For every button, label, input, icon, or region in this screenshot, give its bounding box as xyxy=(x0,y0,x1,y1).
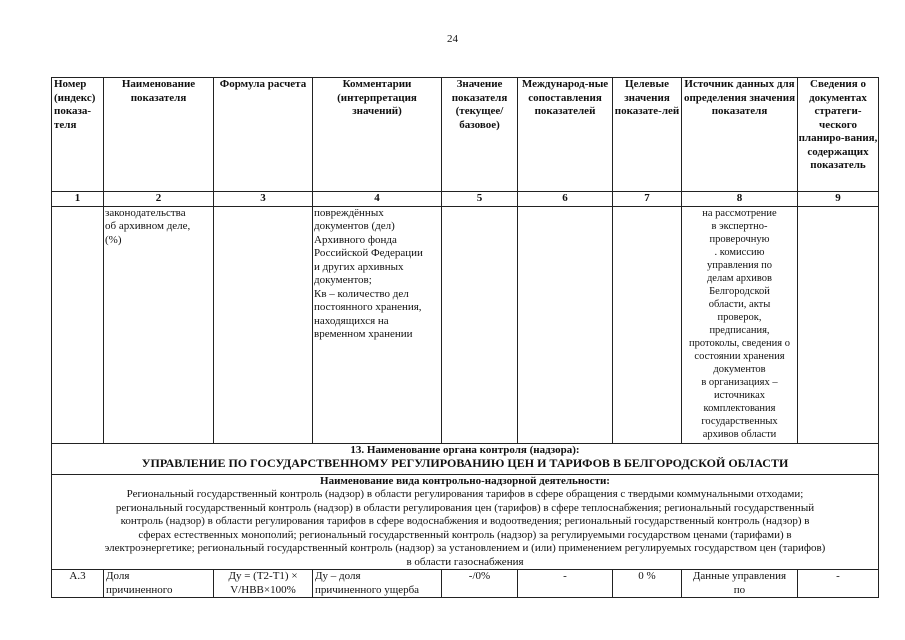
control-kind-line: контроль (надзор) в области регулирования тарифов в сфере водоснабжения и водоотведения; региональный государственный контроль (надзор) в xyxy=(120,515,810,527)
text-line: законодательства xyxy=(105,206,186,219)
page-number: 24 xyxy=(447,33,458,45)
control-body-cell xyxy=(52,443,879,474)
text-line: . комиссию xyxy=(714,246,765,258)
indicator-table xyxy=(51,77,879,598)
text-line: области, акты xyxy=(708,298,771,310)
control-kind-line: Региональный государственный контроль (надзор) в области регулирования тарифов в сфере обращения с твердыми коммунальными отходами; xyxy=(126,488,804,500)
text-line: об архивном деле, xyxy=(105,220,191,232)
column-number: 9 xyxy=(798,192,879,207)
formula-cell xyxy=(214,206,313,443)
header-cell: Источник данных для определения значения показателя xyxy=(682,78,798,192)
value-cell xyxy=(442,206,518,443)
control-kind-cell xyxy=(52,474,879,570)
text-line: состоянии хранения xyxy=(694,350,785,362)
text-line: по xyxy=(733,583,746,596)
text-line: Доля xyxy=(106,570,130,582)
control-kind-section xyxy=(52,474,879,570)
column-number: 3 xyxy=(214,192,313,207)
formula-cell xyxy=(214,570,313,598)
header-row xyxy=(52,78,879,192)
header-cell: Формула расчета xyxy=(214,78,313,192)
text-line: в экспертно- xyxy=(711,220,768,232)
text-line: государственных xyxy=(701,415,778,427)
column-number: 7 xyxy=(613,192,682,207)
text-line: Кв – количество дел xyxy=(314,287,409,300)
control-body-section xyxy=(52,443,879,474)
control-kind-line: в области газоснабжения xyxy=(406,555,524,568)
data-source-cell xyxy=(682,570,798,598)
header-cell: Сведения о документах стратеги-ческого планиро-вания, содержащих показатель xyxy=(798,78,879,192)
control-kind-line: сферах естественных монополий; региональный государственный контроль (надзор) за регулируемыми государством ценами (тарифами) в xyxy=(138,528,792,541)
comment-cell xyxy=(313,570,442,598)
column-number: 4 xyxy=(313,192,442,207)
header-cell: Целевые значения показате-лей xyxy=(613,78,682,192)
text-line: документов; xyxy=(314,274,372,286)
text-line: источниках xyxy=(713,389,766,401)
text-line: предписания, xyxy=(709,324,770,336)
text-line: протоколы, сведения о xyxy=(689,337,790,349)
header-cell: Значение показателя (текущее/ базовое) xyxy=(442,78,518,192)
text-line: Ду – доля xyxy=(315,570,361,582)
column-number: 5 xyxy=(442,192,518,207)
text-line: временном хранении xyxy=(314,328,413,340)
control-kind-line: электроэнергетике; региональный государственный контроль (надзор) за установлением и (или) применением регулируемых государством цен (тарифов) xyxy=(104,542,826,554)
text-line: Российской Федерации xyxy=(314,247,423,259)
text-line: проверочную xyxy=(709,233,770,245)
text-line: находящихся на xyxy=(314,314,389,327)
text-line: причиненного ущерба xyxy=(315,583,420,596)
target-cell: 0 % xyxy=(613,570,682,598)
header-cell: Комментарии (интерпретация значений) xyxy=(313,78,442,192)
indicator-table-page xyxy=(51,77,878,640)
column-number: 1 xyxy=(52,192,104,207)
value-cell: -/0% xyxy=(442,570,518,598)
column-number: 2 xyxy=(104,192,214,207)
text-line: (%) xyxy=(105,233,122,246)
data-source-cell xyxy=(682,206,798,443)
text-line: делам архивов xyxy=(706,272,773,284)
text-line: Данные управления xyxy=(692,570,787,582)
text-line: документов (дел) xyxy=(314,220,395,232)
column-number: 8 xyxy=(682,192,798,207)
indicator-row-a3 xyxy=(52,570,879,598)
documents-cell: - xyxy=(798,570,879,598)
index-cell xyxy=(52,206,104,443)
header-cell: Международ-ные сопоставления показателей xyxy=(518,78,613,192)
continued-indicator-row xyxy=(52,206,879,443)
text-line: причиненного xyxy=(106,583,173,596)
text-line: архивов области xyxy=(702,428,777,440)
header-cell: Наименование показателя xyxy=(104,78,214,192)
international-cell xyxy=(518,206,613,443)
text-line: повреждённых xyxy=(314,206,384,219)
international-cell: - xyxy=(518,570,613,598)
control-body-name: УПРАВЛЕНИЕ ПО ГОСУДАРСТВЕННОМУ РЕГУЛИРОВАНИЮ ЦЕН И ТАРИФОВ В БЕЛГОРОДСКОЙ ОБЛАСТИ xyxy=(141,456,789,470)
text-line: Ду = (Т2-Т1) × xyxy=(228,570,298,582)
text-line: Белгородской xyxy=(709,285,770,297)
column-number: 6 xyxy=(518,192,613,207)
text-line: и других архивных xyxy=(314,260,404,273)
indicator-name-cell xyxy=(104,570,214,598)
indicator-name-cell xyxy=(104,206,214,443)
header-cell: Номер (индекс) показа-теля xyxy=(52,78,104,192)
documents-cell xyxy=(798,206,879,443)
text-line: документов xyxy=(713,363,766,375)
target-cell xyxy=(613,206,682,443)
index-cell: А.3 xyxy=(52,570,104,598)
control-kind-title: Наименование вида контрольно-надзорной деятельности: xyxy=(320,474,610,487)
text-line: комплектования xyxy=(703,402,776,414)
column-number-row xyxy=(52,192,879,207)
control-kind-line: региональный государственный контроль (надзор) в области регулирования цен (тарифов) в сфере теплоснабжения; региональный государственный xyxy=(115,501,815,514)
text-line: на рассмотрение xyxy=(702,207,777,219)
text-line: постоянного хранения, xyxy=(314,301,422,313)
text-line: проверок, xyxy=(717,311,762,323)
control-body-title: 13. Наименование органа контроля (надзора): xyxy=(350,443,580,456)
text-line: Архивного фонда xyxy=(314,233,397,246)
text-line: V/НВВ×100% xyxy=(230,583,296,596)
comment-cell xyxy=(313,206,442,443)
text-line: в организациях – xyxy=(701,376,778,388)
text-line: управления по xyxy=(706,259,773,271)
